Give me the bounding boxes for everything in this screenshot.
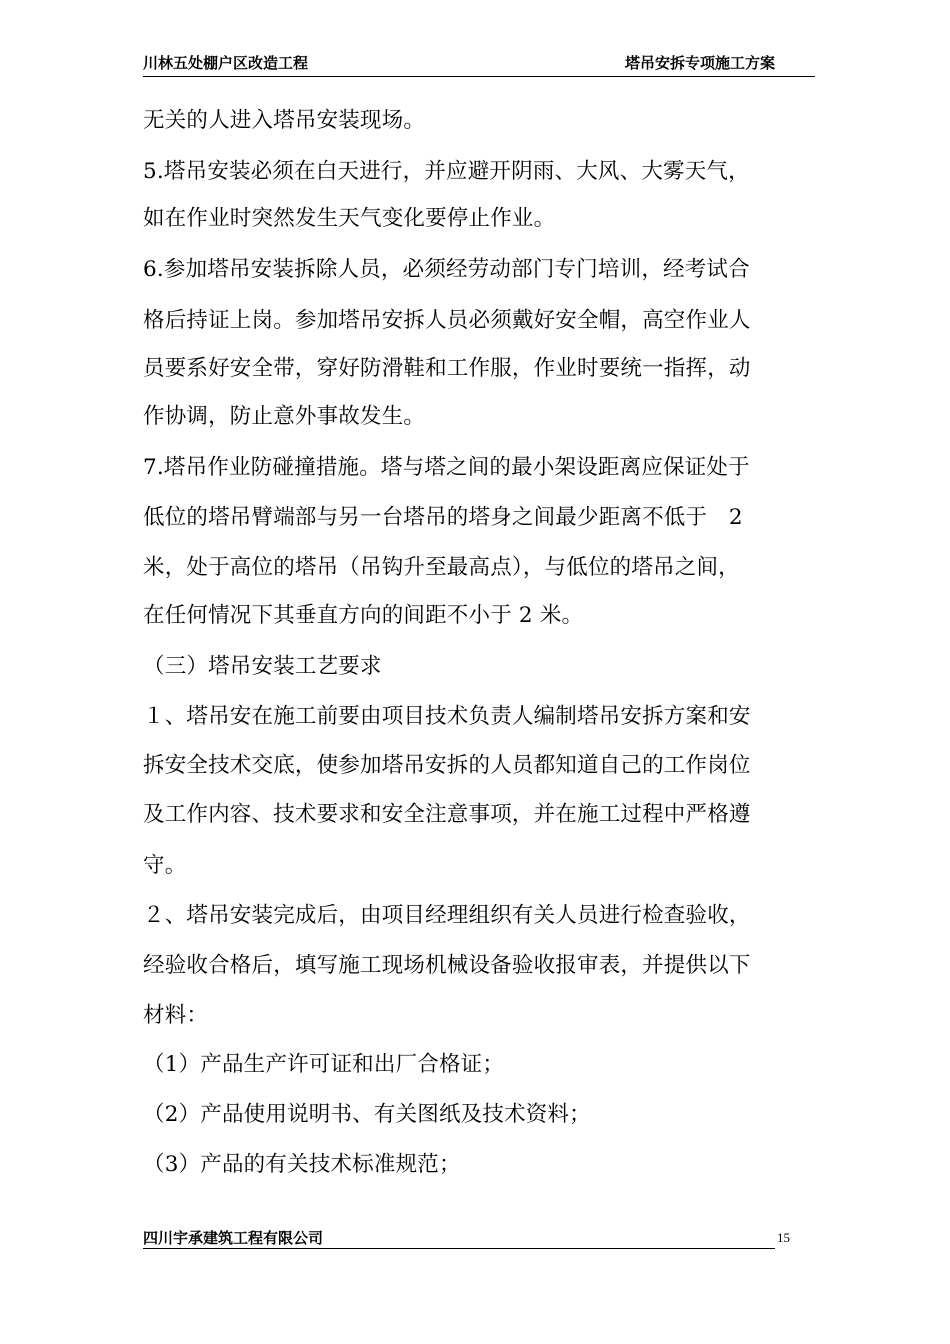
body-line: 及工作内容、技术要求和安全注意事项，并在施工过程中严格遵 [143,802,751,827]
body-line: 格后持证上岗。参加塔吊安拆人员必须戴好安全帽，高空作业人 [143,308,751,333]
body-line: 拆安全技术交底，使参加塔吊安拆的人员都知道自己的工作岗位 [143,753,751,778]
page-header [143,52,815,77]
body-line: 7.塔吊作业防碰撞措施。塔与塔之间的最小架设距离应保证处于 [143,455,750,480]
body-line: 低位的塔吊臂端部与另一台塔吊的塔身之间最少距离不低于 2 [143,505,743,530]
page-number: 15 [777,1230,790,1245]
page-footer [143,1228,775,1249]
list-item: （2）产品使用说明书、有关图纸及技术资料； [143,1102,591,1127]
body-line: 无关的人进入塔吊安装现场。 [143,108,426,133]
list-item: （1）产品生产许可证和出厂合格证； [143,1052,505,1077]
body-line: 6.参加塔吊安装拆除人员，必须经劳动部门专门培训，经考试合 [143,257,750,282]
body-line: 在任何情况下其垂直方向的间距不小于 2 米。 [143,603,584,628]
body-line: ２、塔吊安装完成后，由项目经理组织有关人员进行检查验收， [143,903,751,928]
body-line: 经验收合格后，填写施工现场机械设备验收报审表，并提供以下 [143,953,751,978]
body-line: 作协调，防止意外事故发生。 [143,404,426,429]
body-line: 米，处于高位的塔吊（吊钩升至最高点），与低位的塔吊之间， [143,555,740,580]
header-project-title: 川林五处棚户区改造工程 [143,54,309,72]
body-line: 材料： [143,1003,209,1028]
footer-company-name: 四川宇承建筑工程有限公司 [143,1229,324,1247]
section-heading: （三）塔吊安装工艺要求 [143,654,382,679]
body-line: 员要系好安全带，穿好防滑鞋和工作服，作业时要统一指挥，动 [143,356,751,381]
body-line: 5.塔吊安装必须在白天进行，并应避开阴雨、大风、大雾天气， [143,159,750,184]
header-document-title: 塔吊安拆专项施工方案 [624,54,775,72]
list-item: （3）产品的有关技术标准规范； [143,1152,461,1177]
body-line: 如在作业时突然发生天气变化要停止作业。 [143,206,556,231]
body-line: １、塔吊安在施工前要由项目技术负责人编制塔吊安拆方案和安 [143,704,751,729]
body-line: 守。 [143,853,187,878]
